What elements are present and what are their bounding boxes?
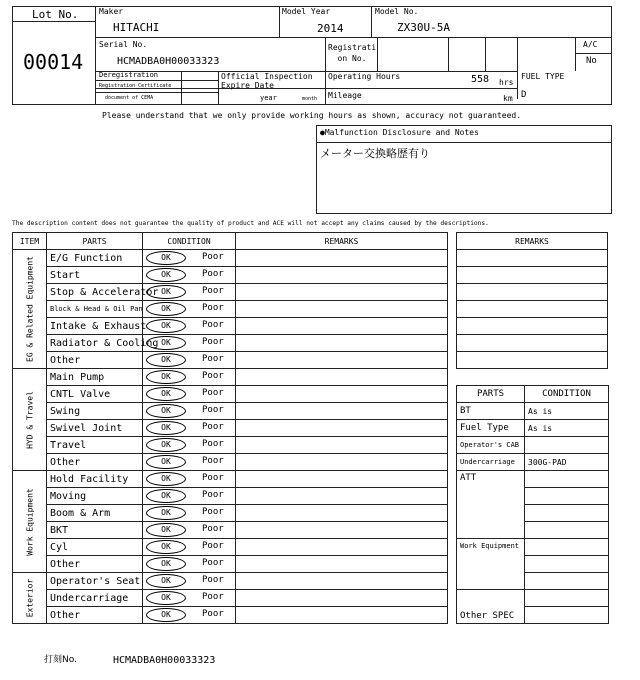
ok-circled-label: OK: [146, 523, 186, 537]
part-name: Operator's Seat: [47, 573, 143, 590]
condition-row: [13, 301, 448, 318]
remarks-cell: [236, 590, 448, 607]
att-row: [525, 471, 609, 488]
undercarriage-spec-value: 300G-PAD: [525, 454, 609, 471]
ok-circled-label: OK: [146, 268, 186, 282]
spec-table: [456, 385, 609, 624]
condition-row: [13, 420, 448, 437]
part-name: Undercarriage: [47, 590, 143, 607]
condition-row: [13, 573, 448, 590]
part-name: Swing: [47, 403, 143, 420]
remarks-cell: [236, 488, 448, 505]
side-remarks-header: REMARKS: [457, 233, 608, 250]
remarks-cell: [236, 471, 448, 488]
ok-circled-label: OK: [146, 608, 186, 622]
undercarriage-spec-label: Undercarriage: [457, 454, 525, 471]
serial-label: Serial No.: [99, 40, 148, 49]
condition-row: [13, 386, 448, 403]
condition-cell: [143, 437, 236, 454]
condition-cell: [143, 318, 236, 335]
side-remarks-row: [457, 301, 608, 318]
work-equipment-row: [525, 556, 609, 573]
condition-cell: [143, 386, 236, 403]
inspection-label: Official Inspection Expire Date: [221, 72, 313, 90]
side-remarks-row: [457, 284, 608, 301]
ok-circled-label: OK: [146, 472, 186, 486]
remarks-cell: [236, 437, 448, 454]
condition-cell: [143, 301, 236, 318]
side-remarks-row: [457, 318, 608, 335]
side-remarks-row: [457, 250, 608, 267]
hrs-label: hrs: [499, 78, 514, 87]
remarks-cell: [236, 352, 448, 369]
condition-cell: [143, 403, 236, 420]
spec-parts-header: PARTS: [457, 386, 525, 403]
ok-circled-label: OK: [146, 421, 186, 435]
remarks-header: REMARKS: [236, 233, 448, 250]
condition-row: [13, 590, 448, 607]
other-spec-row: [525, 607, 609, 624]
part-name: Block & Head & Oil Pan: [47, 301, 143, 318]
condition-row: [13, 335, 448, 352]
work-equipment-spec-label: Work Equipment: [457, 539, 525, 590]
remarks-cell: [236, 301, 448, 318]
condition-cell: [143, 590, 236, 607]
part-name: Other: [47, 352, 143, 369]
remarks-cell: [236, 403, 448, 420]
ac-label: A/C: [583, 40, 598, 49]
operating-hours-value: 558: [471, 74, 490, 85]
condition-cell: [143, 522, 236, 539]
ok-circled-label: OK: [146, 455, 186, 469]
ac-value: No: [586, 56, 597, 66]
model-year-label: Model Year: [282, 7, 331, 16]
fuel-type-value: D: [521, 90, 527, 100]
condition-row: [13, 454, 448, 471]
remarks-cell: [236, 420, 448, 437]
condition-cell: [143, 488, 236, 505]
remarks-cell: [236, 556, 448, 573]
year-label: year: [260, 94, 277, 102]
poor-label: Poor: [202, 524, 224, 535]
maker-value: HITACHI: [113, 21, 160, 34]
poor-label: Poor: [202, 541, 224, 552]
condition-cell: [143, 267, 236, 284]
att-row: [525, 488, 609, 505]
mileage-label: Mileage: [328, 91, 362, 100]
malfunction-box: [316, 125, 612, 214]
bt-label: BT: [457, 403, 525, 420]
att-row: [525, 505, 609, 522]
condition-cell: [143, 335, 236, 352]
condition-row: [13, 437, 448, 454]
side-remarks-table: [456, 232, 608, 369]
side-remarks-row: [457, 352, 608, 369]
condition-row: [13, 556, 448, 573]
group-cell: [13, 471, 47, 573]
spec-condition-header: CONDITION: [525, 386, 609, 403]
remarks-cell: [236, 250, 448, 267]
condition-row: [13, 522, 448, 539]
remarks-cell: [236, 386, 448, 403]
part-name: Start: [47, 267, 143, 284]
ok-circled-label: OK: [146, 251, 186, 265]
model-year-value: 2014: [317, 22, 344, 35]
att-label: ATT: [457, 471, 525, 539]
ok-circled-label: OK: [146, 557, 186, 571]
lot-label: Lot No.: [32, 8, 79, 21]
ok-circled-label: OK: [146, 591, 186, 605]
poor-label: Poor: [202, 405, 224, 416]
ok-circled-label: OK: [146, 285, 186, 299]
condition-cell: [143, 556, 236, 573]
poor-label: Poor: [202, 252, 224, 263]
ok-circled-label: OK: [146, 540, 186, 554]
ok-circled-label: OK: [146, 336, 186, 350]
condition-cell: [143, 573, 236, 590]
condition-row: [13, 318, 448, 335]
remarks-cell: [236, 284, 448, 301]
operating-hours-label: Operating Hours: [328, 72, 401, 81]
part-name: Radiator & Cooling: [47, 335, 143, 352]
poor-label: Poor: [202, 507, 224, 518]
work-equipment-row: [525, 573, 609, 590]
part-name: Moving: [47, 488, 143, 505]
work-equipment-row: [525, 539, 609, 556]
condition-cell: [143, 454, 236, 471]
condition-row: [13, 250, 448, 267]
remarks-cell: [236, 454, 448, 471]
other-spec-label: Other SPEC: [457, 590, 525, 624]
ok-circled-label: OK: [146, 489, 186, 503]
poor-label: Poor: [202, 286, 224, 297]
condition-cell: [143, 369, 236, 386]
disclaimer-text: The description content does not guarantee the quality of product and ACE will not accept any claims caused by the descriptions.: [12, 220, 489, 227]
lot-number: 00014: [23, 50, 84, 74]
malfunction-content: メーター交換略歴有り: [320, 147, 430, 160]
ok-circled-label: OK: [146, 574, 186, 588]
condition-table: [12, 232, 448, 624]
operator-cab-label: Operator's CAB: [457, 437, 525, 454]
group-label: HYD & Travel: [25, 390, 34, 449]
condition-row: [13, 403, 448, 420]
ok-circled-label: OK: [146, 353, 186, 367]
poor-label: Poor: [202, 354, 224, 365]
serial-value: HCMADBA0H00033323: [117, 56, 220, 67]
condition-cell: [143, 539, 236, 556]
condition-row: [13, 488, 448, 505]
condition-row: [13, 505, 448, 522]
part-name: E/G Function: [47, 250, 143, 267]
poor-label: Poor: [202, 337, 224, 348]
part-name: Boom & Arm: [47, 505, 143, 522]
ok-circled-label: OK: [146, 370, 186, 384]
model-no-value: ZX30U-5A: [397, 21, 450, 34]
footer-value: HCMADBA0H00033323: [113, 655, 216, 666]
condition-row: [13, 607, 448, 624]
group-label: EG & Related Equipment: [25, 256, 34, 362]
cema-label: document of CEMA: [105, 95, 154, 101]
part-name: Other: [47, 556, 143, 573]
group-label: Exterior: [25, 578, 34, 618]
item-header: ITEM: [13, 233, 47, 250]
poor-label: Poor: [202, 473, 224, 484]
km-label: km: [503, 94, 513, 103]
condition-cell: [143, 471, 236, 488]
ok-circled-label: OK: [146, 387, 186, 401]
remarks-cell: [236, 607, 448, 624]
part-name: Other: [47, 607, 143, 624]
parts-header: PARTS: [47, 233, 143, 250]
fuel-type-spec-value: As is: [525, 420, 609, 437]
group-cell: [13, 369, 47, 471]
malfunction-title: ●Malfunction Disclosure and Notes: [320, 128, 479, 137]
condition-table-body: [13, 250, 448, 624]
bt-value: As is: [525, 403, 609, 420]
condition-row: [13, 369, 448, 386]
group-cell: [13, 250, 47, 369]
remarks-cell: [236, 573, 448, 590]
poor-label: Poor: [202, 371, 224, 382]
condition-header: CONDITION: [143, 233, 236, 250]
condition-cell: [143, 352, 236, 369]
deregistration-label: Deregistration: [99, 71, 159, 79]
poor-label: Poor: [202, 609, 224, 620]
poor-label: Poor: [202, 320, 224, 331]
part-name: Hold Facility: [47, 471, 143, 488]
condition-cell: [143, 420, 236, 437]
part-name: CNTL Valve: [47, 386, 143, 403]
att-row: [525, 522, 609, 539]
poor-label: Poor: [202, 422, 224, 433]
remarks-cell: [236, 539, 448, 556]
operator-cab-value: [525, 437, 609, 454]
side-remarks-row: [457, 335, 608, 352]
group-cell: [13, 573, 47, 624]
part-name: Cyl: [47, 539, 143, 556]
part-name: Other: [47, 454, 143, 471]
poor-label: Poor: [202, 575, 224, 586]
condition-cell: [143, 505, 236, 522]
part-name: Main Pump: [47, 369, 143, 386]
part-name: Intake & Exhaust: [47, 318, 143, 335]
footer-label: 打刻No.: [44, 655, 77, 665]
condition-cell: [143, 284, 236, 301]
condition-cell: [143, 250, 236, 267]
remarks-cell: [236, 505, 448, 522]
condition-row: [13, 267, 448, 284]
condition-row: [13, 284, 448, 301]
ok-circled-label: OK: [146, 404, 186, 418]
ok-circled-label: OK: [146, 506, 186, 520]
ok-circled-label: OK: [146, 302, 186, 316]
ok-circled-label: OK: [146, 438, 186, 452]
model-no-label: Model No.: [375, 7, 419, 16]
poor-label: Poor: [202, 439, 224, 450]
remarks-cell: [236, 335, 448, 352]
registration-label: Registrati on No.: [328, 43, 377, 63]
maker-label: Maker: [99, 7, 124, 16]
fuel-type-spec-label: Fuel Type: [457, 420, 525, 437]
poor-label: Poor: [202, 558, 224, 569]
working-hours-notice: Please understand that we only provide working hours as shown, accuracy not guaranteed.: [102, 111, 522, 120]
remarks-cell: [236, 522, 448, 539]
fuel-type-label: FUEL TYPE: [521, 72, 565, 81]
poor-label: Poor: [202, 592, 224, 603]
side-remarks-row: [457, 267, 608, 284]
registration-certificate-label: Registration Certificate: [99, 83, 172, 89]
condition-cell: [143, 607, 236, 624]
poor-label: Poor: [202, 490, 224, 501]
condition-row: [13, 539, 448, 556]
month-label: month: [302, 96, 318, 102]
ok-circled-label: OK: [146, 319, 186, 333]
part-name: BKT: [47, 522, 143, 539]
part-name: Swivel Joint: [47, 420, 143, 437]
remarks-cell: [236, 369, 448, 386]
condition-row: [13, 352, 448, 369]
group-label: Work Equipment: [25, 487, 34, 556]
part-name: Travel: [47, 437, 143, 454]
part-name: Stop & Accelerator: [47, 284, 143, 301]
poor-label: Poor: [202, 269, 224, 280]
poor-label: Poor: [202, 303, 224, 314]
remarks-cell: [236, 318, 448, 335]
other-spec-row: [525, 590, 609, 607]
poor-label: Poor: [202, 456, 224, 467]
remarks-cell: [236, 267, 448, 284]
condition-row: [13, 471, 448, 488]
poor-label: Poor: [202, 388, 224, 399]
